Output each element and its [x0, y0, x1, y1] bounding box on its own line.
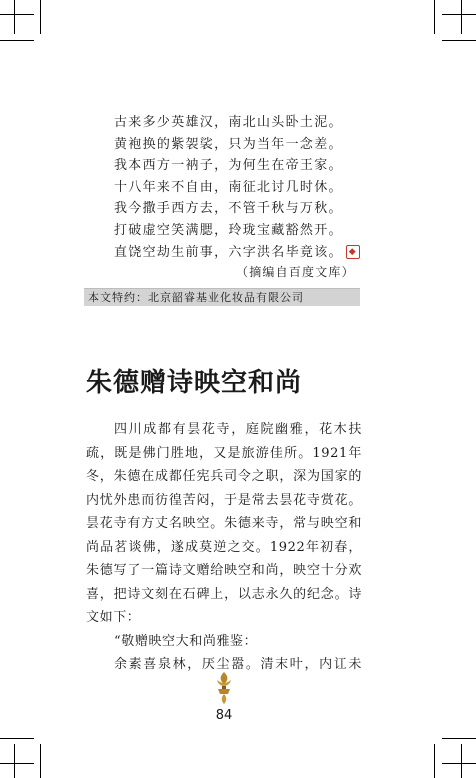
body-line: 朱德写了一篇诗文赠给映空和尚，映空十分欢 [86, 563, 362, 578]
crop-mark [0, 14, 34, 15]
body-line: 疏，既是佛门胜地，又是旅游佳所。1921年 [86, 445, 362, 461]
poem-line: 黄袍换的紫袈裟，只为当年一念差。 [114, 136, 343, 152]
body-line: “敬赠映空大和尚雅鉴： [114, 633, 258, 649]
poem-line: 打破虚空笑满腮，玲珑宝藏豁然开。 [114, 222, 343, 238]
crop-mark [461, 744, 462, 778]
crop-mark [442, 763, 476, 764]
crop-mark [40, 744, 41, 778]
poem-line: 十八年来不自由，南征北讨几时休。 [114, 179, 343, 195]
poem-line: 我今撒手西方去，不管千秋与万秋。 [114, 201, 343, 217]
body-line: 内忧外患而彷徨苦闷，于是常去昙花寺赏花。 [86, 492, 362, 508]
body-line: 文如下： [86, 610, 141, 625]
seal-stamp-icon: ◆ [346, 245, 360, 259]
crop-mark [0, 738, 34, 739]
crop-mark [40, 0, 41, 34]
crop-mark [434, 744, 435, 778]
poem-line-last [114, 242, 374, 264]
body-line: 余素喜泉林，厌尘嚣。清末叶，内讧未 [114, 657, 362, 672]
crop-mark [0, 40, 34, 41]
crop-mark [442, 738, 476, 739]
poem-line: 我本西方一衲子，为何生在帝王家。 [114, 158, 343, 174]
crop-mark [442, 40, 476, 41]
page-number: 84 [215, 708, 233, 723]
body-line: 冬，朱德在成都任宪兵司令之职，深为国家的 [86, 469, 362, 484]
lotus-ornament-icon [213, 670, 235, 706]
crop-mark [461, 0, 462, 34]
article-title: 朱德赠诗映空和尚 [86, 368, 303, 398]
crop-mark [14, 744, 15, 778]
poem-line-text: 直饶空劫生前事，六字洪名毕竟该。 [114, 244, 343, 260]
crop-mark [434, 0, 435, 34]
poem [114, 112, 374, 263]
crop-mark [14, 0, 15, 34]
body-line: 喜，把诗文刻在石碑上，以志永久的纪念。诗 [86, 586, 362, 602]
crop-mark [442, 14, 476, 15]
crop-mark [0, 763, 34, 764]
article-body [86, 418, 362, 677]
body-line: 尚品茗谈佛，遂成莫逆之交。1922年初春， [86, 539, 362, 555]
source-credit: （摘编自百度文库） [236, 265, 355, 279]
body-line: 昙花寺有方丈名映空。朱德来寺，常与映空和 [86, 516, 362, 531]
sponsor-band: 本文特约：北京韶睿基业化妆品有限公司 [84, 288, 360, 306]
poem-line: 古来多少英雄汉，南北山头卧土泥。 [114, 115, 343, 130]
body-line: 四川成都有昙花寺，庭院幽雅，花木扶 [114, 422, 362, 437]
